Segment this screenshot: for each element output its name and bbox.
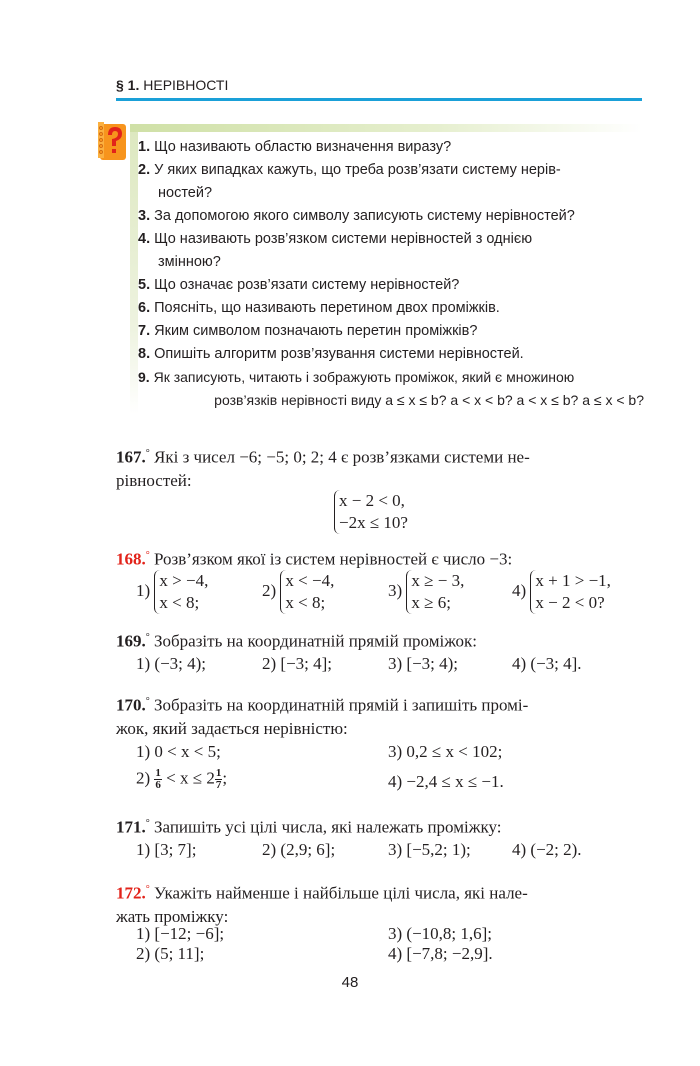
exercise-text: Зобразіть на координатній прямій проміжок: (154, 631, 477, 651)
option-2: 2) [−3; 4]; (262, 654, 333, 673)
exercise-170: 170.° Зобразіть на координатній прямій і запишіть промі- жок, який задається нерівністю: (116, 690, 642, 740)
review-questions (138, 136, 644, 412)
question-item: 5. Що означає розв’язати систему нерівностей? (138, 277, 460, 293)
exercise-number: 171. (116, 817, 146, 837)
exercise-number: 170. (116, 695, 146, 715)
question-mark-icon (98, 120, 130, 162)
option-2: 2) x < −4, x < 8; (262, 571, 335, 612)
question-item: 9. Як записують, читають і зображують проміжок, який є множиною розв’язків нерівності виду a ≤ x ≤ b? a < x < b? a < x ≤ b? a ≤ x < b? (138, 369, 644, 408)
question-item: 3. За допомогою якого символу записують систему нерівностей? (138, 208, 575, 224)
questions-side-bar (130, 132, 138, 414)
questions-top-bar (130, 124, 642, 132)
exercise-number: 169. (116, 631, 146, 651)
exercise-text-cont: жать проміжку: (116, 906, 229, 926)
question-item: 2. У яких випадках кажуть, що треба розв’язати систему нерів- ностей? (138, 162, 561, 201)
exercise-text: Зобразіть на координатній прямій і запишіть промі- (154, 695, 529, 715)
section-title: НЕРІВНОСТІ (143, 77, 229, 93)
exercise-text: Укажіть найменше і найбільше цілі числа, які нале- (154, 883, 528, 903)
exercise-172: 172.° Укажіть найменше і найбільше цілі числа, які нале- жать проміжку: (116, 878, 642, 928)
header-rule (116, 98, 642, 101)
option-3: 3) [−3; 4); (388, 654, 459, 673)
option-4: 4) −2,4 ≤ x ≤ −1. (388, 772, 504, 791)
running-header (116, 77, 642, 93)
fraction: $\frac{1}{7}$ (215, 767, 222, 791)
exercise-168: 168.° Розв’язком якої із систем нерівностей є число −3: (116, 549, 513, 569)
exercise-text-cont: жок, який задається нерівністю: (116, 718, 348, 738)
exercise-text: Розв’язком якої із систем нерівностей є число −3: (154, 549, 513, 569)
exercise-171: 171.° Запишіть усі цілі числа, які належать проміжку: (116, 817, 502, 837)
option-3: 3) [−5,2; 1); (388, 840, 471, 859)
option-3: 3) x ≥ − 3, x ≥ 6; (388, 571, 465, 612)
option-4: 4) (−2; 2). (512, 840, 582, 859)
option-2: 2) (5; 11]; (136, 944, 205, 963)
fraction: $\frac{1}{6}$ (155, 767, 161, 791)
exercise-number: 172. (116, 883, 146, 903)
exercise-text-cont: рівностей: (116, 470, 192, 490)
option-3: 3) (−10,8; 1,6]; (388, 924, 493, 943)
option-1: 1) [−12; −6]; (136, 924, 225, 943)
option-4: 4) [−7,8; −2,9]. (388, 944, 493, 963)
option-4: 4) x + 1 > −1, x − 2 < 0? (512, 571, 611, 612)
exercise-number: 168. (116, 549, 146, 569)
exercise-text: Запишіть усі цілі числа, які належать проміжку: (154, 817, 502, 837)
question-item: 4. Що називають розв’язком системи нерівностей з однією змінною? (138, 231, 533, 270)
section-number: § 1. (116, 77, 140, 93)
option-3: 3) 0,2 ≤ x < 102; (388, 742, 503, 761)
question-item: 1. Що називають областю визначення виразу? (138, 139, 452, 155)
option-2: 2) (2,9; 6]; (262, 840, 336, 859)
page-number: 48 (341, 974, 359, 991)
option-4: 4) (−3; 4]. (512, 654, 582, 673)
question-item: 6. Поясніть, що називають перетином двох проміжків. (138, 300, 500, 316)
inequality-system: x − 2 < 0, −2x ≤ 10? (334, 490, 408, 534)
exercise-number: 167. (116, 447, 146, 467)
option-2: 2) $\frac{1}{6}$ < x ≤ 2 $\frac{1}{7}$ ; (136, 767, 228, 791)
option-1: 1) [3; 7]; (136, 840, 197, 859)
exercise-169: 169.° Зобразіть на координатній прямій проміжок: (116, 631, 477, 651)
question-item: 7. Яким символом позначають перетин проміжків? (138, 323, 478, 339)
option-1: 1) x > −4, x < 8; (136, 571, 209, 612)
exercise-167: 167.° Які з чисел −6; −5; 0; 2; 4 є розв’язками системи не- рівностей: (116, 442, 642, 492)
option-1: 1) (−3; 4); (136, 654, 207, 673)
option-1: 1) 0 < x < 5; (136, 742, 221, 761)
exercise-text: Які з чисел −6; −5; 0; 2; 4 є розв’язками системи не- (154, 447, 530, 467)
question-item: 8. Опишіть алгоритм розв’язування системи нерівностей. (138, 346, 524, 362)
